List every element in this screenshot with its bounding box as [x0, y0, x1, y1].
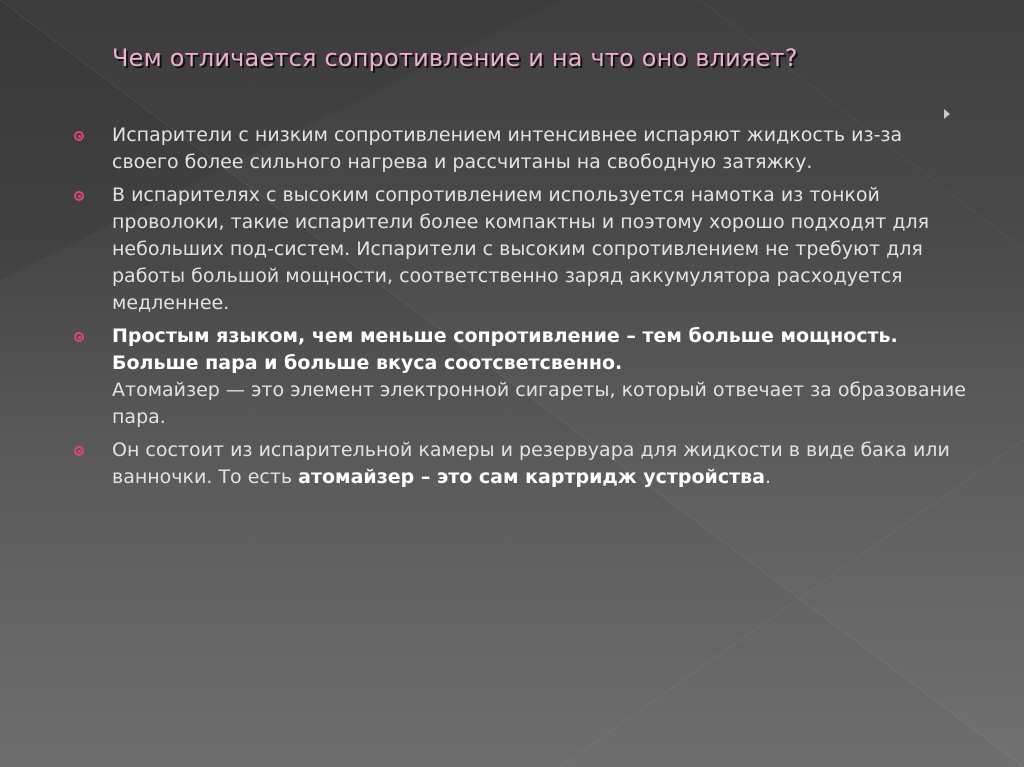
bullet-bold-text: Больше пара и больше вкуса соотсветсвенно. — [112, 352, 623, 374]
bullet-text: В испарителях с высоким сопротивлением используется намотка из тонкой проволоки, такие испарители более компактны и поэтому хорошо подходят для небольших под-систем. Испарители с высоким сопротивлением не требуют для работы большой мощности, соответственно заряд аккумулятора расходуется медленнее. — [112, 184, 930, 314]
circle-bullet-icon — [74, 332, 84, 342]
bullet-text: Испарители с низким сопротивлением интенсивнее испаряют жидкость из-за своего более сильного нагрева и рассчитаны на свободную затяжку. — [112, 124, 903, 173]
slide-title: Чем отличается сопротивление и на что оно влияет? — [112, 44, 798, 72]
circle-bullet-icon — [74, 446, 84, 456]
circle-bullet-icon — [74, 191, 84, 201]
bullet-text: Он состоит из испарительной камеры и резервуара для жидкости в виде бака или ванночки. То есть — [112, 439, 950, 488]
bullet-text-tail: . — [765, 466, 772, 488]
circle-bullet-icon — [74, 131, 84, 141]
triangle-right-icon — [944, 109, 950, 119]
list-item — [74, 122, 974, 176]
bullet-text: Атомайзер — это элемент электронной сигареты, который отвечает за образование пара. — [112, 379, 966, 428]
list-item — [74, 323, 974, 431]
list-item — [74, 437, 974, 491]
bullet-bold-text: атомайзер – это сам картридж устройства — [298, 466, 765, 488]
bullet-bold-text: Простым языком, чем меньше сопротивление – тем больше мощность. — [112, 325, 898, 347]
list-item — [74, 182, 974, 317]
bullet-list — [74, 122, 974, 497]
